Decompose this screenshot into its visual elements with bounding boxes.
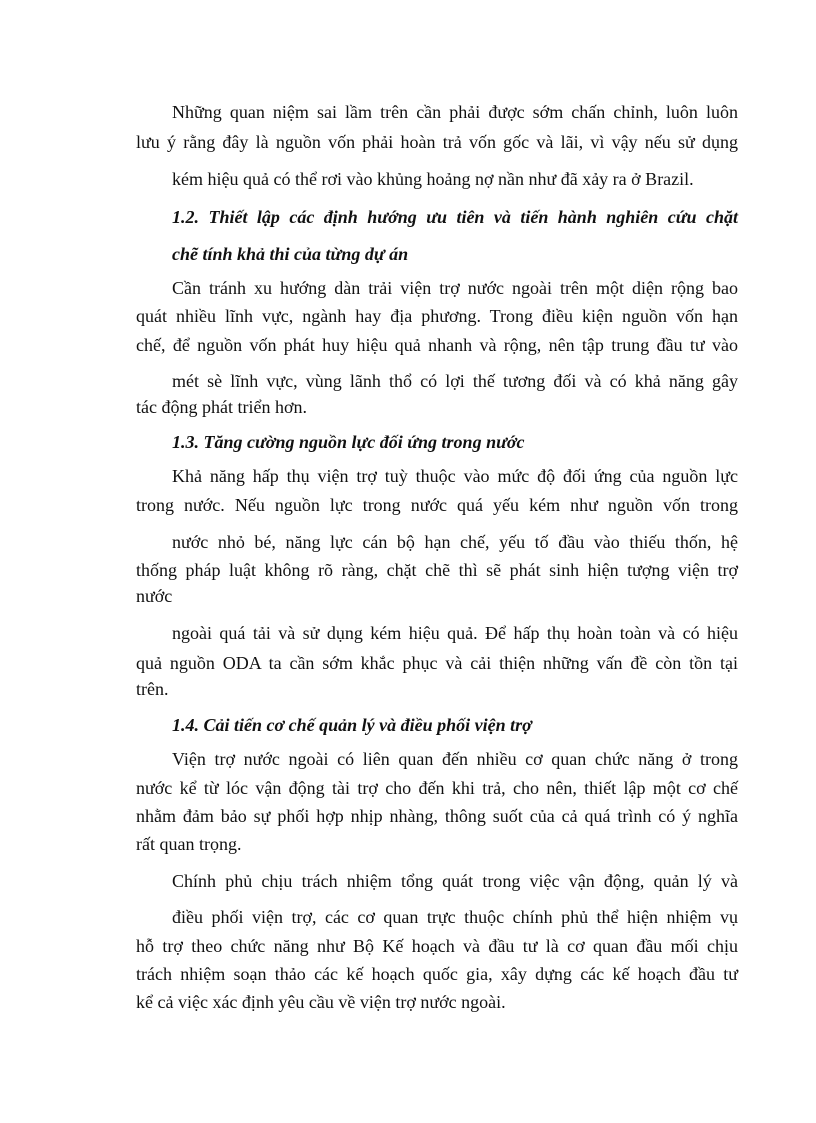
paragraph-2-line-5: tác động phát triển hơn.	[136, 397, 307, 417]
paragraph-2-line-2: quát nhiều lĩnh vực, ngành hay địa phương. Trong điều kiện nguồn vốn hạn	[136, 306, 738, 326]
paragraph-4-line-2: nước kể từ lóc vận động tài trợ cho đến khi trả, cho nên, thiết lập một cơ chế	[136, 778, 738, 798]
paragraph-3-line-3: nước nhỏ bé, năng lực cán bộ hạn chế, yếu tố đầu vào thiếu thốn, hệ	[172, 532, 738, 552]
paragraph-4-line-1: Viện trợ nước ngoài có liên quan đến nhiều cơ quan chức năng ở trong	[172, 749, 738, 769]
paragraph-5-line-5: kể cả việc xác định yêu cầu về viện trợ nước ngoài.	[136, 992, 506, 1012]
paragraph-3-line-1: Khả năng hấp thụ viện trợ tuỳ thuộc vào mức độ đối ứng của nguồn lực	[172, 466, 738, 486]
paragraph-1-line-2: lưu ý rằng đây là nguồn vốn phải hoàn trả vốn gốc và lãi, vì vậy nếu sử dụng	[136, 132, 738, 152]
paragraph-3-line-6: ngoài quá tải và sử dụng kém hiệu quả. Để hấp thụ hoàn toàn và có hiệu	[172, 623, 738, 643]
paragraph-2-line-1: Cần tránh xu hướng dàn trải viện trợ nước ngoài trên một diện rộng bao	[172, 278, 738, 298]
paragraph-3-line-5: nước	[136, 586, 173, 606]
paragraph-5-line-2: điều phối viện trợ, các cơ quan trực thuộc chính phủ thể hiện nhiệm vụ	[172, 907, 738, 927]
paragraph-4-line-4: rất quan trọng.	[136, 834, 242, 854]
paragraph-5-line-4: trách nhiệm soạn thảo các kế hoạch quốc gia, xây dựng các kế hoạch đầu tư	[136, 964, 738, 984]
paragraph-5-line-3: hỗ trợ theo chức năng như Bộ Kế hoạch và đầu tư là cơ quan đầu mối chịu	[136, 936, 738, 956]
paragraph-1-line-1: Những quan niệm sai lầm trên cần phải được sớm chấn chỉnh, luôn luôn	[172, 102, 738, 122]
paragraph-3-line-2: trong nước. Nếu nguồn lực trong nước quá yếu kém như nguồn vốn trong	[136, 495, 738, 515]
paragraph-3-line-7: quả nguồn ODA ta cần sớm khắc phục và cải thiện những vấn đề còn tồn tại	[136, 653, 738, 673]
paragraph-3-line-4: thống pháp luật không rõ ràng, chặt chẽ thì sẽ phát sinh hiện tượng viện trợ	[136, 560, 738, 580]
heading-1-3: 1.3. Tăng cường nguồn lực đối ứng trong nước	[172, 432, 525, 452]
heading-1-2-line-2: chẽ tính khả thi của từng dự án	[172, 244, 409, 264]
paragraph-5-line-1: Chính phủ chịu trách nhiệm tổng quát trong việc vận động, quản lý và	[172, 871, 738, 891]
heading-1-4: 1.4. Cải tiến cơ chế quản lý và điều phối viện trợ	[172, 715, 532, 735]
paragraph-2-line-3: chế, để nguồn vốn phát huy hiệu quả nhanh và rộng, nên tập trung đầu tư vào	[136, 335, 738, 355]
heading-1-2-line-1: 1.2. Thiết lập các định hướng ưu tiên và tiến hành nghiên cứu chặt	[172, 207, 738, 227]
paragraph-4-line-3: nhằm đảm bảo sự phối hợp nhịp nhàng, thông suốt của cả quá trình có ý nghĩa	[136, 806, 738, 826]
paragraph-3-line-8: trên.	[136, 679, 169, 699]
paragraph-2-line-4: mét sè lĩnh vực, vùng lãnh thổ có lợi thế tương đối và có khả năng gây	[172, 371, 738, 391]
paragraph-1-line-3: kém hiệu quả có thể rơi vào khủng hoảng nợ nần như đã xảy ra ở Brazil.	[172, 169, 694, 189]
